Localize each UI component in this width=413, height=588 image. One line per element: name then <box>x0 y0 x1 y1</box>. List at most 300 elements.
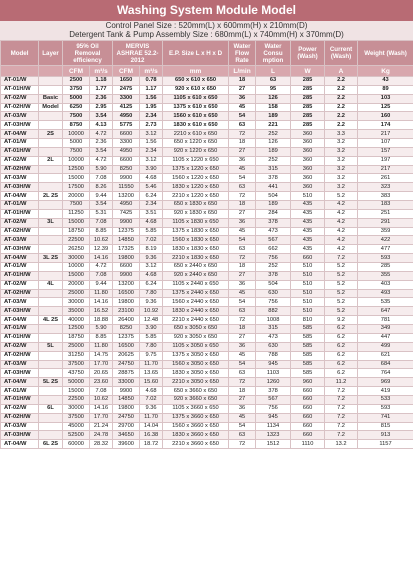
header-layer: Layer <box>39 41 63 66</box>
value-cell: 1105 x 3050 x 650 <box>163 342 229 351</box>
layer-cell <box>39 395 63 404</box>
value-cell: 12375 <box>113 333 140 342</box>
unit-cell: A <box>325 66 358 77</box>
value-cell: 1105 x 2440 x 650 <box>163 280 229 289</box>
value-cell: 10000 <box>63 130 90 139</box>
value-cell: 285 <box>291 94 325 103</box>
table-row <box>1 94 413 103</box>
value-cell: 7.02 <box>140 395 163 404</box>
value-cell: 6.2 <box>325 333 358 342</box>
table-row <box>1 422 413 431</box>
layer-cell <box>39 351 63 360</box>
value-cell: 650 x 2440 x 650 <box>163 263 229 272</box>
value-cell: 157 <box>358 147 413 156</box>
value-cell: 447 <box>358 333 413 342</box>
value-cell: 63 <box>229 245 256 254</box>
value-cell: 197 <box>358 156 413 165</box>
value-cell: 8250 <box>113 165 140 174</box>
value-cell: 13.2 <box>325 440 358 449</box>
value-cell: 1008 <box>256 316 291 325</box>
value-cell: 1110 <box>291 440 325 449</box>
value-cell: 217 <box>358 165 413 174</box>
layer-cell <box>39 431 63 440</box>
value-cell: 650 x 1830 x 650 <box>163 201 229 210</box>
value-cell: 13200 <box>113 192 140 201</box>
value-cell: 40000 <box>63 316 90 325</box>
value-cell: 1560 x 3660 x 650 <box>163 422 229 431</box>
value-cell: 360 <box>291 156 325 165</box>
model-table <box>0 40 413 449</box>
value-cell: 18750 <box>63 227 90 236</box>
value-cell: 360 <box>291 139 325 148</box>
value-cell: 16500 <box>113 342 140 351</box>
value-cell: 5.85 <box>140 333 163 342</box>
value-cell: 920 x 2440 x 650 <box>163 271 229 280</box>
value-cell: 39600 <box>113 440 140 449</box>
value-cell: 913 <box>358 431 413 440</box>
page-title: Washing System Module Model <box>0 0 413 21</box>
value-cell: 54 <box>229 236 256 245</box>
value-cell: 2.2 <box>325 77 358 86</box>
value-cell: 54 <box>229 112 256 121</box>
value-cell: 499 <box>358 342 413 351</box>
value-cell: 756 <box>256 254 291 263</box>
value-cell: 535 <box>358 298 413 307</box>
model-cell: AT-02H/W <box>1 103 39 112</box>
table-row <box>1 325 413 334</box>
value-cell: 585 <box>291 342 325 351</box>
value-cell: 15000 <box>63 271 90 280</box>
header-weight: Weight (Wash) <box>358 41 413 66</box>
layer-cell <box>39 369 63 378</box>
layer-cell <box>39 333 63 342</box>
value-cell: 3.12 <box>140 156 163 165</box>
value-cell: 20000 <box>63 280 90 289</box>
value-cell: 54 <box>229 298 256 307</box>
unit-cell: L <box>256 66 291 77</box>
value-cell: 2.2 <box>325 94 358 103</box>
value-cell: 27 <box>229 271 256 280</box>
layer-cell <box>39 77 63 86</box>
value-cell: 4.2 <box>325 245 358 254</box>
value-cell: 2.2 <box>325 112 358 121</box>
value-cell: 72 <box>229 254 256 263</box>
value-cell: 1.18 <box>90 77 113 86</box>
value-cell: 45 <box>229 413 256 422</box>
value-cell: 660 <box>291 422 325 431</box>
value-cell: 920 x 1220 x 650 <box>163 147 229 156</box>
value-cell: 12.39 <box>90 245 113 254</box>
value-cell: 9900 <box>113 174 140 183</box>
value-cell: 11.80 <box>90 342 113 351</box>
value-cell: 1375 x 2440 x 650 <box>163 289 229 298</box>
value-cell: 6.24 <box>140 192 163 201</box>
table-row <box>1 431 413 440</box>
table-row <box>1 103 413 112</box>
layer-cell <box>39 289 63 298</box>
value-cell: 5.2 <box>325 307 358 316</box>
value-cell: 1105 x 3660 x 650 <box>163 404 229 413</box>
value-cell: 5.2 <box>325 271 358 280</box>
value-cell: 9900 <box>113 271 140 280</box>
value-cell: 6600 <box>113 263 140 272</box>
model-cell: AT-03/W <box>1 236 39 245</box>
value-cell: 13200 <box>113 280 140 289</box>
model-cell: AT-01/W <box>1 201 39 210</box>
value-cell: 72 <box>229 192 256 201</box>
model-cell: AT-01H/W <box>1 147 39 156</box>
table-row <box>1 387 413 396</box>
value-cell: 9.44 <box>90 280 113 289</box>
value-cell: 1103 <box>256 369 291 378</box>
value-cell: 284 <box>256 209 291 218</box>
value-cell: 3.2 <box>325 165 358 174</box>
value-cell: 1323 <box>256 431 291 440</box>
value-cell: 1105 x 610 x 650 <box>163 94 229 103</box>
model-cell: AT-03H/W <box>1 431 39 440</box>
value-cell: 23100 <box>113 307 140 316</box>
value-cell: 27 <box>229 209 256 218</box>
value-cell: 19800 <box>113 298 140 307</box>
layer-cell: 2S <box>39 130 63 139</box>
table-row <box>1 360 413 369</box>
value-cell: 4.68 <box>140 271 163 280</box>
value-cell: 2210 x 3050 x 650 <box>163 378 229 387</box>
value-cell: 14.16 <box>90 404 113 413</box>
value-cell: 72 <box>229 130 256 139</box>
value-cell: 17325 <box>113 245 140 254</box>
table-row <box>1 227 413 236</box>
value-cell: 7.2 <box>325 431 358 440</box>
model-cell: AT-02/W <box>1 156 39 165</box>
value-cell: 2210 x 1220 x 650 <box>163 192 229 201</box>
size-info <box>0 21 413 41</box>
value-cell: 650 x 3660 x 650 <box>163 387 229 396</box>
value-cell: 4.68 <box>140 174 163 183</box>
value-cell: 14.16 <box>90 254 113 263</box>
model-cell: AT-03/W <box>1 422 39 431</box>
value-cell: 20.65 <box>90 369 113 378</box>
value-cell: 360 <box>291 174 325 183</box>
value-cell: 3.12 <box>140 130 163 139</box>
model-cell: AT-01/W <box>1 325 39 334</box>
value-cell: 45 <box>229 165 256 174</box>
table-row <box>1 77 413 86</box>
value-cell: 4.13 <box>90 121 113 130</box>
value-cell: 3300 <box>113 139 140 148</box>
value-cell: 183 <box>358 201 413 210</box>
value-cell: 6.2 <box>325 325 358 334</box>
value-cell: 23.60 <box>90 378 113 387</box>
model-cell: AT-03H/W <box>1 245 39 254</box>
value-cell: 359 <box>358 227 413 236</box>
value-cell: 54 <box>229 422 256 431</box>
value-cell: 24750 <box>113 413 140 422</box>
value-cell: 45 <box>229 227 256 236</box>
table-body <box>1 77 413 449</box>
value-cell: 621 <box>358 351 413 360</box>
value-cell: 63 <box>229 121 256 130</box>
value-cell: 1.56 <box>140 94 163 103</box>
value-cell: 160 <box>358 112 413 121</box>
value-cell: 435 <box>291 201 325 210</box>
header-water-consumption: Water Consu mption <box>256 41 291 66</box>
value-cell: 360 <box>291 147 325 156</box>
value-cell: 63 <box>229 369 256 378</box>
table-row <box>1 378 413 387</box>
value-cell: 5.90 <box>90 325 113 334</box>
value-cell: 6600 <box>113 130 140 139</box>
value-cell: 4.2 <box>325 201 358 210</box>
table-row <box>1 280 413 289</box>
value-cell: 1512 <box>256 440 291 449</box>
value-cell: 510 <box>291 298 325 307</box>
value-cell: 360 <box>291 165 325 174</box>
value-cell: 1134 <box>256 422 291 431</box>
model-cell: AT-02H/W <box>1 165 39 174</box>
value-cell: 741 <box>358 413 413 422</box>
value-cell: 4.72 <box>90 130 113 139</box>
layer-cell <box>39 112 63 121</box>
value-cell: 72 <box>229 440 256 449</box>
value-cell: 54 <box>229 174 256 183</box>
table-row <box>1 298 413 307</box>
layer-cell <box>39 422 63 431</box>
value-cell: 3.2 <box>325 183 358 192</box>
model-cell: AT-03H/W <box>1 307 39 316</box>
value-cell: 17.70 <box>90 360 113 369</box>
value-cell: 378 <box>256 387 291 396</box>
value-cell: 12375 <box>113 227 140 236</box>
header-row <box>1 41 413 66</box>
value-cell: 756 <box>256 404 291 413</box>
value-cell: 9900 <box>113 218 140 227</box>
layer-cell: Basic <box>39 94 63 103</box>
value-cell: 593 <box>358 254 413 263</box>
value-cell: 2.73 <box>140 121 163 130</box>
value-cell: 27 <box>229 85 256 94</box>
value-cell: 14.75 <box>90 351 113 360</box>
value-cell: 647 <box>358 307 413 316</box>
value-cell: 1830 x 1220 x 650 <box>163 183 229 192</box>
model-cell: AT-02/W <box>1 404 39 413</box>
value-cell: 650 x 1220 x 650 <box>163 139 229 148</box>
value-cell: 3.2 <box>325 174 358 183</box>
value-cell: 5775 <box>113 121 140 130</box>
value-cell: 969 <box>358 378 413 387</box>
layer-cell: 3L 2S <box>39 254 63 263</box>
value-cell: 4.2 <box>325 236 358 245</box>
value-cell: 217 <box>358 130 413 139</box>
value-cell: 1375 x 3050 x 650 <box>163 351 229 360</box>
value-cell: 36 <box>229 94 256 103</box>
value-cell: 5.2 <box>325 289 358 298</box>
value-cell: 7.80 <box>140 342 163 351</box>
value-cell: 533 <box>358 395 413 404</box>
value-cell: 261 <box>358 174 413 183</box>
layer-cell: 2L <box>39 156 63 165</box>
value-cell: 28.32 <box>90 440 113 449</box>
value-cell: 7.08 <box>90 387 113 396</box>
value-cell: 1375 x 1220 x 650 <box>163 165 229 174</box>
value-cell: 18 <box>229 325 256 334</box>
value-cell: 285 <box>291 85 325 94</box>
layer-cell <box>39 121 63 130</box>
value-cell: 9.36 <box>140 298 163 307</box>
model-cell: AT-04/W <box>1 192 39 201</box>
control-panel-size: Control Panel Size : 520mm(L) x 600mm(H) x 210mm(D) <box>105 21 308 30</box>
unit-cell: L/min <box>229 66 256 77</box>
table-row <box>1 165 413 174</box>
value-cell: 7425 <box>113 209 140 218</box>
value-cell: 16500 <box>113 289 140 298</box>
unit-cell: Kg <box>358 66 413 77</box>
tank-pump-size: Detergent Tank & Pump Assembly Size : 680mm(L) x 740mm(H) x 370mm(D) <box>69 30 344 39</box>
value-cell: 810 <box>291 316 325 325</box>
value-cell: 43750 <box>63 369 90 378</box>
value-cell: 9.36 <box>140 404 163 413</box>
value-cell: 3.12 <box>140 263 163 272</box>
value-cell: 3.3 <box>325 130 358 139</box>
value-cell: 6.2 <box>325 369 358 378</box>
value-cell: 8.26 <box>90 183 113 192</box>
layer-cell <box>39 245 63 254</box>
value-cell: 1375 x 1830 x 650 <box>163 227 229 236</box>
value-cell: 6.24 <box>140 280 163 289</box>
value-cell: 7500 <box>63 112 90 121</box>
value-cell: 18750 <box>63 333 90 342</box>
value-cell: 9.36 <box>140 254 163 263</box>
value-cell: 3.2 <box>325 147 358 156</box>
value-cell: 1.56 <box>140 139 163 148</box>
value-cell: 1.95 <box>140 103 163 112</box>
value-cell: 1830 x 1830 x 650 <box>163 245 229 254</box>
model-cell: AT-02H/W <box>1 289 39 298</box>
value-cell: 14.16 <box>90 298 113 307</box>
table-row <box>1 218 413 227</box>
value-cell: 26400 <box>113 316 140 325</box>
value-cell: 36 <box>229 342 256 351</box>
value-cell: 567 <box>256 236 291 245</box>
table-row <box>1 307 413 316</box>
value-cell: 1105 x 1830 x 650 <box>163 218 229 227</box>
value-cell: 3.54 <box>90 201 113 210</box>
value-cell: 477 <box>358 245 413 254</box>
value-cell: 567 <box>256 395 291 404</box>
value-cell: 1375 x 610 x 650 <box>163 103 229 112</box>
layer-cell <box>39 307 63 316</box>
value-cell: 89 <box>358 85 413 94</box>
value-cell: 383 <box>358 192 413 201</box>
value-cell: 441 <box>256 183 291 192</box>
value-cell: 1830 x 3050 x 650 <box>163 369 229 378</box>
value-cell: 660 <box>291 395 325 404</box>
value-cell: 360 <box>291 130 325 139</box>
model-cell: AT-03H/W <box>1 369 39 378</box>
value-cell: 4950 <box>113 147 140 156</box>
value-cell: 510 <box>291 289 325 298</box>
value-cell: 126 <box>256 94 291 103</box>
value-cell: 7.2 <box>325 422 358 431</box>
value-cell: 764 <box>358 369 413 378</box>
value-cell: 3.2 <box>325 139 358 148</box>
table-row <box>1 192 413 201</box>
value-cell: 8.85 <box>90 333 113 342</box>
value-cell: 7.08 <box>90 218 113 227</box>
value-cell: 3.51 <box>140 209 163 218</box>
model-cell: AT-03H/W <box>1 121 39 130</box>
unit-cell <box>39 66 63 77</box>
value-cell: 585 <box>291 325 325 334</box>
value-cell: 15000 <box>63 218 90 227</box>
value-cell: 34650 <box>113 431 140 440</box>
value-cell: 1.17 <box>140 85 163 94</box>
table-row <box>1 263 413 272</box>
value-cell: 815 <box>358 422 413 431</box>
value-cell: 158 <box>256 103 291 112</box>
value-cell: 126 <box>256 139 291 148</box>
model-cell: AT-01H/W <box>1 85 39 94</box>
table-row <box>1 139 413 148</box>
value-cell: 684 <box>358 360 413 369</box>
value-cell: 435 <box>291 236 325 245</box>
table-row <box>1 395 413 404</box>
value-cell: 1560 x 1830 x 650 <box>163 236 229 245</box>
table-row <box>1 147 413 156</box>
value-cell: 19800 <box>113 404 140 413</box>
header-power: Power (Wash) <box>291 41 325 66</box>
table-row <box>1 174 413 183</box>
model-cell: AT-02/W <box>1 218 39 227</box>
value-cell: 5.2 <box>325 298 358 307</box>
value-cell: 4125 <box>113 103 140 112</box>
value-cell: 660 <box>291 413 325 422</box>
layer-cell <box>39 387 63 396</box>
value-cell: 1560 x 610 x 650 <box>163 112 229 121</box>
value-cell: 50000 <box>63 378 90 387</box>
value-cell: 920 x 610 x 650 <box>163 85 229 94</box>
value-cell: 435 <box>291 209 325 218</box>
table-row <box>1 130 413 139</box>
value-cell: 15000 <box>63 387 90 396</box>
value-cell: 12.48 <box>140 316 163 325</box>
value-cell: 24.78 <box>90 431 113 440</box>
value-cell: 189 <box>256 147 291 156</box>
value-cell: 11.2 <box>325 378 358 387</box>
value-cell: 18 <box>229 77 256 86</box>
value-cell: 660 <box>291 387 325 396</box>
value-cell: 2.36 <box>90 94 113 103</box>
layer-cell <box>39 139 63 148</box>
value-cell: 7.2 <box>325 413 358 422</box>
value-cell: 45 <box>229 103 256 112</box>
value-cell: 2475 <box>113 85 140 94</box>
value-cell: 12500 <box>63 165 90 174</box>
value-cell: 11250 <box>63 209 90 218</box>
value-cell: 9.2 <box>325 316 358 325</box>
value-cell: 2.95 <box>90 103 113 112</box>
value-cell: 7500 <box>63 147 90 156</box>
value-cell: 22500 <box>63 236 90 245</box>
value-cell: 650 x 610 x 650 <box>163 77 229 86</box>
value-cell: 5.90 <box>90 165 113 174</box>
layer-cell <box>39 201 63 210</box>
layer-cell <box>39 413 63 422</box>
value-cell: 29700 <box>113 422 140 431</box>
value-cell: 3750 <box>63 85 90 94</box>
table-row <box>1 316 413 325</box>
layer-cell: 5L <box>39 342 63 351</box>
